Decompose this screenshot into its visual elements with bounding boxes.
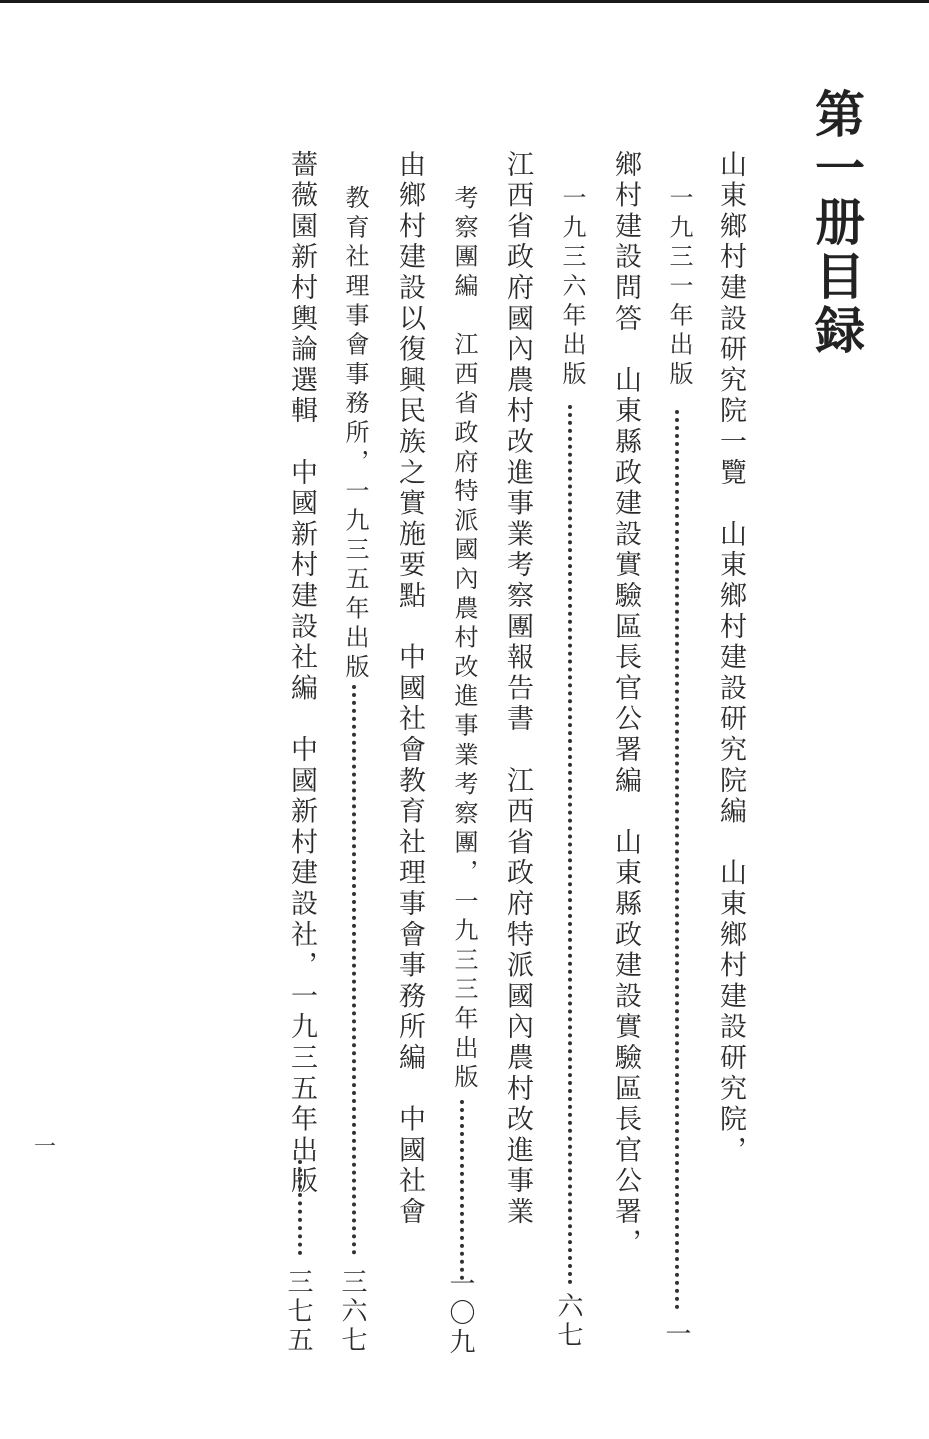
entry-2-leader-dots <box>568 405 572 1285</box>
entry-5-leader-dots <box>298 1160 302 1255</box>
entry-5-line-1: 薔薇園新村輿論選輯 中國新村建設社編 中國新村建設社，一九三五年出版 <box>286 150 317 1198</box>
top-rule <box>0 0 929 3</box>
entry-2-page-number: 六七 <box>553 1292 583 1350</box>
entry-4-leader-dots <box>352 685 356 1255</box>
entry-4-line-1: 由鄉村建設以復興民族之實施要點 中國社會教育社理事會事務所編 中國社會 <box>394 150 425 1228</box>
entry-3-page-number: 一〇九 <box>445 1270 475 1357</box>
entry-1-page-number: 一 <box>661 1320 691 1349</box>
entry-3-line-2: 考察團編 江西省政府特派國內農村改進事業考察團，一九三三年出版 <box>450 185 478 1094</box>
entry-3-line-1: 江西省政府國內農村改進事業考察團報告書 江西省政府特派國內農村改進事業 <box>502 150 533 1228</box>
entry-2-line-2: 一九三六年出版 <box>558 185 586 391</box>
entry-3-leader-dots <box>460 1100 464 1280</box>
entry-1-line-2: 一九三一年出版 <box>665 185 693 391</box>
margin-page-number: 一 <box>34 1135 57 1160</box>
entry-2-line-1: 鄉村建設問答 山東縣政建設實驗區長官公署編 山東縣政建設實驗區長官公署， <box>610 150 641 1259</box>
entry-1-leader-dots <box>675 410 679 1310</box>
entry-5-page-number: 三七五 <box>283 1268 313 1355</box>
entry-4-page-number: 三六七 <box>337 1268 367 1355</box>
entry-4-line-2: 教育社理事會事務所，一九三五年出版 <box>341 185 369 684</box>
page-title: 第一册目録 <box>807 88 865 358</box>
entry-1-line-1: 山東鄉村建設研究院一覽 山東鄉村建設研究院編 山東鄉村建設研究院， <box>715 150 746 1167</box>
